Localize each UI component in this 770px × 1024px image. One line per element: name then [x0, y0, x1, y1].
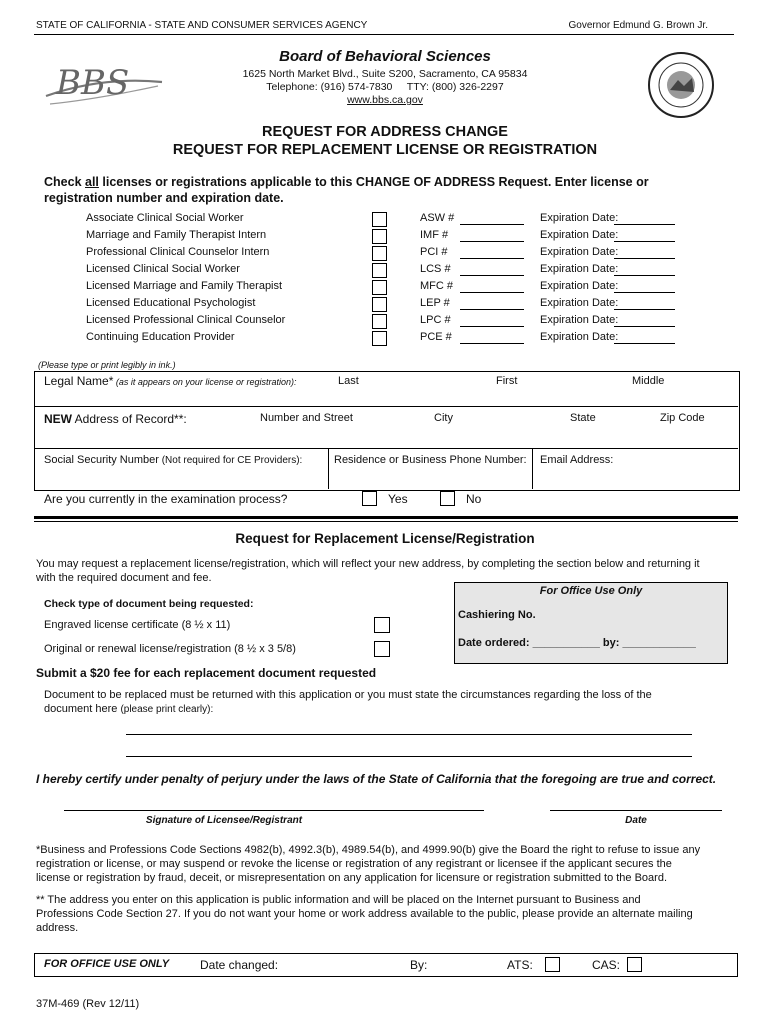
license-name: Licensed Clinical Social Worker — [86, 263, 240, 275]
license-number-label: IMF # — [420, 229, 449, 241]
middle-name-field[interactable]: Middle — [632, 375, 665, 387]
license-number-label: MFC # — [420, 280, 453, 292]
date-line[interactable] — [550, 810, 722, 811]
expiration-label: Expiration Date: — [540, 263, 619, 275]
last-name-field[interactable]: Last — [338, 375, 359, 387]
zip-field[interactable]: Zip Code — [660, 412, 705, 424]
col-divider — [328, 448, 329, 489]
office-use-title: For Office Use Only — [539, 585, 643, 597]
original-checkbox[interactable] — [374, 641, 390, 657]
date-ordered-label: Date ordered: ___________ by: ____________ — [458, 637, 696, 649]
license-number-label: LPC # — [420, 314, 451, 326]
exam-no-checkbox[interactable] — [440, 491, 455, 506]
license-checkbox[interactable] — [372, 212, 387, 227]
governor-name: Governor Edmund G. Brown Jr. — [568, 20, 708, 31]
license-name: Licensed Marriage and Family Therapist — [86, 280, 283, 292]
license-number-label: LCS # — [420, 263, 451, 275]
license-row — [86, 246, 686, 263]
license-checkbox[interactable] — [372, 229, 387, 244]
city-field[interactable]: City — [434, 412, 453, 424]
legal-name-text: Legal Name* — [44, 374, 114, 388]
address-of-record-text: Address of Record**: — [72, 412, 187, 426]
license-row — [86, 263, 686, 280]
license-name: Continuing Education Provider — [86, 331, 235, 343]
logo-text: BBS — [56, 63, 130, 103]
license-number-field[interactable] — [460, 343, 524, 344]
board-name: Board of Behavioral Sciences — [279, 48, 491, 65]
title-address-change: REQUEST FOR ADDRESS CHANGE — [262, 124, 508, 140]
expiration-label: Expiration Date: — [540, 212, 619, 224]
license-number-field[interactable] — [460, 224, 524, 225]
instructions — [44, 174, 744, 206]
license-number-field[interactable] — [460, 292, 524, 293]
section-divider-thin — [34, 521, 738, 522]
license-number-field[interactable] — [460, 309, 524, 310]
license-number-label: ASW # — [420, 212, 455, 224]
document-note-text: document here — [44, 703, 121, 715]
certify-statement: I hereby certify under penalty of perjury under the laws of the State of California that the foregoing are true and correct. — [36, 772, 717, 786]
footnote-2-line: ** The address you enter on this application is public information and will be placed on the Internet pursuant to Business and — [36, 894, 641, 906]
expiration-label: Expiration Date: — [540, 280, 619, 292]
license-row — [86, 297, 686, 314]
expiration-date-field[interactable] — [614, 292, 675, 293]
document-note-2 — [44, 703, 213, 715]
ssn-label: Social Security Number — [44, 454, 159, 466]
footnote-1 — [36, 843, 756, 885]
replacement-intro-2: with the required document and fee. — [36, 572, 212, 584]
fee-note: Submit a $20 fee for each replacement document requested — [36, 666, 377, 680]
license-number-field[interactable] — [460, 326, 524, 327]
expiration-date-field[interactable] — [614, 309, 675, 310]
license-row — [86, 280, 686, 297]
legal-name-label — [44, 374, 296, 388]
engraved-label: Engraved license certificate (8 ½ x 11) — [44, 619, 231, 631]
ssn-field[interactable] — [44, 454, 302, 466]
row-divider — [34, 406, 738, 407]
expiration-date-field[interactable] — [614, 258, 675, 259]
license-name: Licensed Educational Psychologist — [86, 297, 256, 309]
print-note: (Please type or print legibly in ink.) — [38, 360, 176, 370]
form-number: 37M-469 (Rev 12/11) — [36, 998, 140, 1010]
circumstances-line-1[interactable] — [126, 734, 692, 735]
bbs-logo — [40, 56, 165, 111]
license-row — [86, 331, 686, 348]
expiration-label: Expiration Date: — [540, 229, 619, 241]
license-name: Licensed Professional Clinical Counselor — [86, 314, 286, 326]
footnote-1-line: license or registration by fraud, deceit, or misrepresentation on any application for licensure or registration submitted to the Board. — [36, 872, 667, 884]
instructions-rest: licenses or registrations applicable to this CHANGE OF ADDRESS Request. Enter license or — [98, 175, 649, 189]
license-number-label: PCE # — [420, 331, 452, 343]
board-phone: Telephone: (916) 574-7830 TTY: (800) 326-2297 — [266, 81, 504, 93]
state-field[interactable]: State — [570, 412, 596, 424]
license-row — [86, 212, 686, 229]
cas-checkbox[interactable] — [627, 957, 642, 972]
check-type-label: Check type of document being requested: — [44, 598, 254, 610]
legal-name-note: (as it appears on your license or registration): — [113, 377, 297, 387]
date-label: Date — [625, 815, 647, 826]
circumstances-line-2[interactable] — [126, 756, 692, 757]
footnote-1-line: *Business and Professions Code Sections 4982(b), 4992.3(b), 4989.54(b), and 4999.90(b) give the Board the right to refuse to issue any — [36, 844, 701, 856]
expiration-label: Expiration Date: — [540, 331, 619, 343]
replacement-heading: Request for Replacement License/Registration — [235, 531, 535, 546]
email-field[interactable]: Email Address: — [540, 454, 614, 466]
exam-no-label: No — [466, 492, 482, 506]
expiration-date-field[interactable] — [614, 275, 675, 276]
license-name: Professional Clinical Counselor Intern — [86, 246, 270, 258]
street-field[interactable]: Number and Street — [260, 412, 353, 424]
col-divider — [532, 448, 533, 489]
expiration-label: Expiration Date: — [540, 314, 619, 326]
document-note-1: Document to be replaced must be returned with this application or you must state the circumstances regarding the loss of the — [44, 689, 652, 701]
section-divider — [34, 516, 738, 519]
agency-name: STATE OF CALIFORNIA - STATE AND CONSUMER SERVICES AGENCY — [36, 20, 368, 31]
license-row — [86, 314, 686, 331]
license-checkbox[interactable] — [372, 246, 387, 261]
license-row — [86, 229, 686, 246]
footnote-2 — [36, 893, 756, 935]
license-name: Associate Clinical Social Worker — [86, 212, 244, 224]
footnote-2-line: address. — [36, 922, 79, 934]
new-label: NEW — [44, 412, 72, 426]
state-seal-icon — [648, 52, 714, 118]
expiration-date-field[interactable] — [614, 343, 675, 344]
by-label: By: — [410, 958, 428, 972]
license-checkbox[interactable] — [372, 280, 387, 295]
instructions-all: all — [85, 175, 99, 189]
exam-yes-checkbox[interactable] — [362, 491, 377, 506]
exam-question: Are you currently in the examination process? — [44, 492, 288, 506]
license-name: Marriage and Family Therapist Intern — [86, 229, 267, 241]
expiration-label: Expiration Date: — [540, 297, 619, 309]
expiration-date-field[interactable] — [614, 224, 675, 225]
document-note-hint: (please print clearly): — [120, 704, 214, 715]
phone-field[interactable]: Residence or Business Phone Number: — [334, 454, 527, 466]
expiration-date-field[interactable] — [614, 241, 675, 242]
ats-checkbox[interactable] — [545, 957, 560, 972]
expiration-date-field[interactable] — [614, 326, 675, 327]
license-number-label: PCI # — [420, 246, 448, 258]
ssn-note: (Not required for CE Providers): — [158, 455, 303, 466]
license-number-label: LEP # — [420, 297, 450, 309]
exam-yes-label: Yes — [388, 492, 408, 506]
header-rule — [34, 34, 734, 35]
original-label: Original or renewal license/registration (8 ½ x 3 5/8) — [44, 643, 296, 655]
license-checkbox[interactable] — [372, 314, 387, 329]
footnote-1-line: registration or license, or may suspend or revoke the license or registration of any registrant or licensee if the applicant secures the — [36, 858, 672, 870]
license-number-field[interactable] — [460, 275, 524, 276]
title-replacement: REQUEST FOR REPLACEMENT LICENSE OR REGISTRATION — [172, 142, 598, 158]
instructions-line2: registration number and expiration date. — [44, 191, 284, 205]
office-use-bar-label: FOR OFFICE USE ONLY — [44, 958, 170, 970]
signature-line[interactable] — [64, 810, 484, 811]
row-divider — [34, 448, 738, 449]
license-number-field[interactable] — [460, 241, 524, 242]
engraved-checkbox[interactable] — [374, 617, 390, 633]
first-name-field[interactable]: First — [496, 375, 518, 387]
cas-label: CAS: — [592, 958, 621, 972]
ats-label: ATS: — [507, 958, 533, 972]
cashiering-label: Cashiering No. — [458, 609, 536, 621]
expiration-label: Expiration Date: — [540, 246, 619, 258]
footnote-2-line: Professions Code Section 27. If you do not want your home or work address available to the public, please provide an alternate mailing — [36, 908, 693, 920]
license-checkbox[interactable] — [372, 263, 387, 278]
license-number-field[interactable] — [460, 258, 524, 259]
personal-info-box — [34, 371, 740, 491]
address-label — [44, 412, 187, 426]
license-checkbox[interactable] — [372, 331, 387, 346]
license-checkbox[interactable] — [372, 297, 387, 312]
replacement-intro-1: You may request a replacement license/registration, which will reflect your new address, by completing the section below and returning it — [36, 558, 700, 570]
board-address: 1625 North Market Blvd., Suite S200, Sacramento, CA 95834 — [242, 68, 528, 80]
date-changed-label: Date changed: — [200, 958, 279, 972]
instructions-prefix: Check — [44, 175, 85, 189]
board-website[interactable]: www.bbs.ca.gov — [347, 94, 423, 106]
signature-label: Signature of Licensee/Registrant — [145, 815, 303, 826]
